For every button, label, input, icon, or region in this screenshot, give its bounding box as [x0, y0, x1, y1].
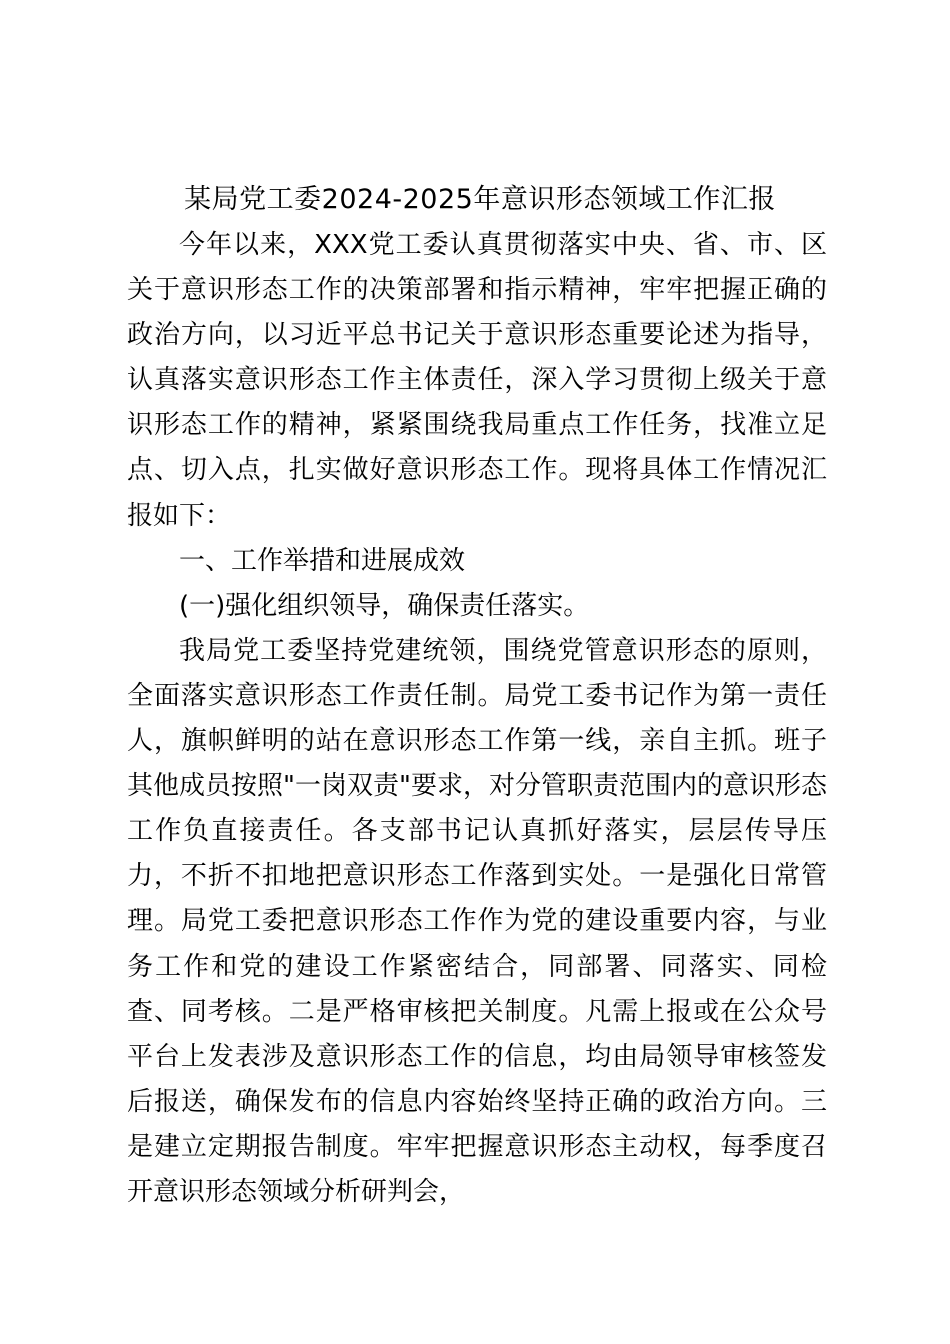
subsection-heading: (一)强化组织领导，确保责任落实。 [179, 590, 590, 621]
paragraph-intro: 今年以来，XXX党工委认真贯彻落实中央、省、市、区关于意识形态工作的决策部署和指示精神，牢牢把握正确的政治方向，以习近平总书记关于意识形态重要论述为指导，认真落实意识形态工作主体责任，深入学习贯彻上级关于意识形态工作的精神，紧紧围绕我局重点工作任务，找准立足点、切入点，扎实做好意识形态工作。现将具体工作情况汇报如下： [127, 230, 827, 531]
document-title: 某局党工委2024-2025年意识形态领域工作汇报 [184, 184, 776, 215]
paragraph-body: 我局党工委坚持党建统领，围绕党管意识形态的原则，全面落实意识形态工作责任制。局党工委书记作为第一责任人，旗帜鲜明的站在意识形态工作第一线，亲自主抓。班子其他成员按照"一岗双责"要求，对分管职责范围内的意识形态工作负直接责任。各支部书记认真抓好落实，层层传导压力，不折不扣地把意识形态工作落到实处。一是强化日常管理。局党工委把意识形态工作作为党的建设重要内容，与业务工作和党的建设工作紧密结合，同部署、同落实、同检查、同考核。二是严格审核把关制度。凡需上报或在公众号平台上发表涉及意识形态工作的信息，均由局领导审核签发后报送，确保发布的信息内容始终坚持正确的政治方向。三是建立定期报告制度。牢牢把握意识形态主动权，每季度召开意识形态领域分析研判会， [127, 635, 827, 1207]
section-heading: 一、工作举措和进展成效 [179, 545, 466, 576]
document-body [127, 223, 827, 1215]
